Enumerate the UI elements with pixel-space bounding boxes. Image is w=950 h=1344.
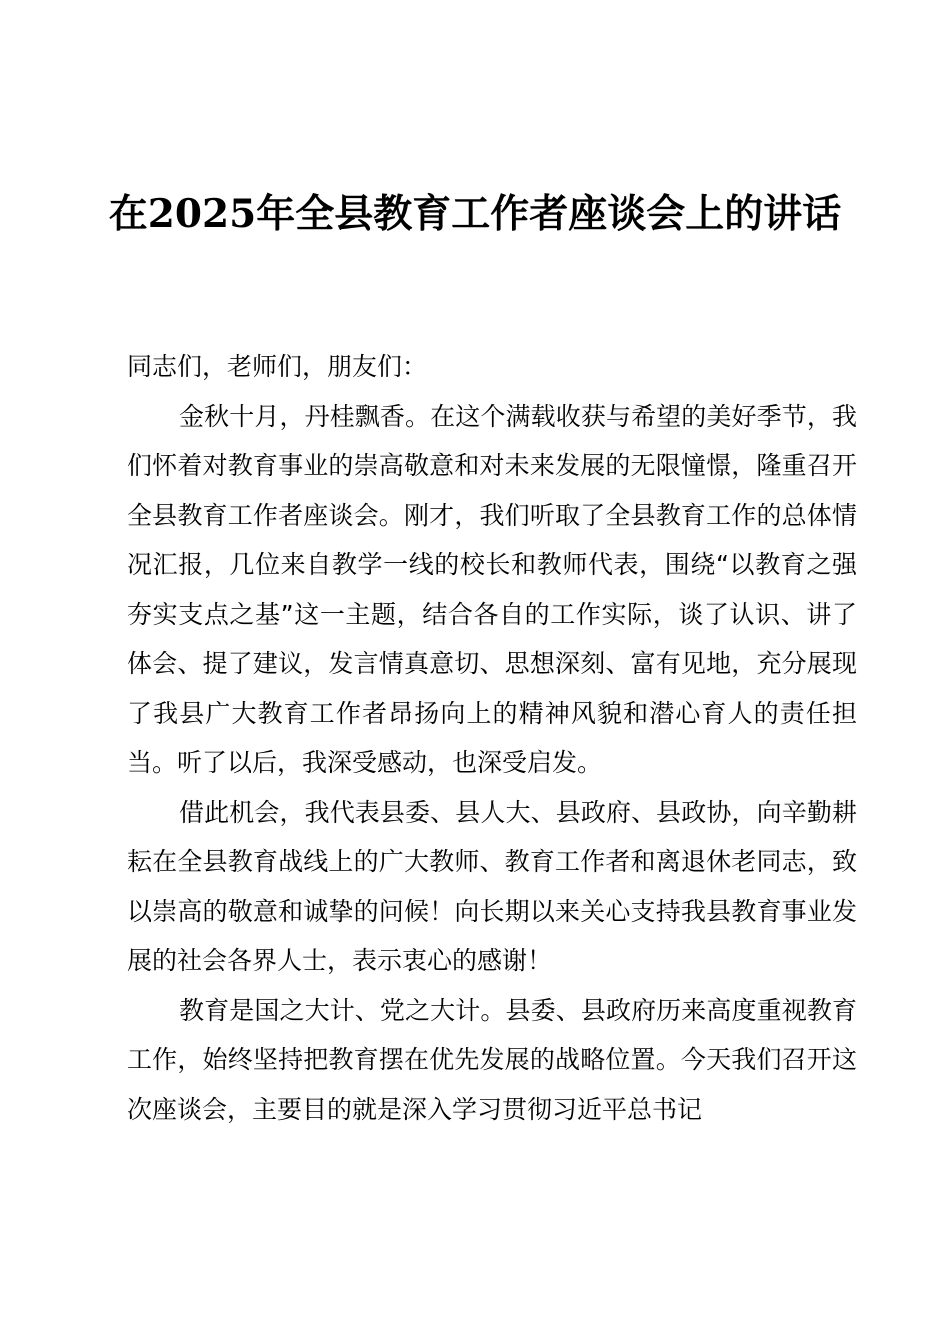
paragraph-2: 借此机会，我代表县委、县人大、县政府、县政协，向辛勤耕耘在全县教育战线上的广大教师、教育工作者和离退休老同志，致以崇高的敬意和诚挚的问候！向长期以来关心支持我县教育事业发展的社会各界人士，表示衷心的感谢！ [127,797,857,975]
document-title: 在2025年全县教育工作者座谈会上的讲话 [108,191,842,237]
salutation: 同志们，老师们，朋友们： [127,352,428,381]
paragraph-1: 金秋十月，丹桂飘香。在这个满载收获与希望的美好季节，我们怀着对教育事业的崇高敬意和对未来发展的无限憧憬，隆重召开全县教育工作者座谈会。刚才，我们听取了全县教育工作的总体情况汇报，几位来自教学一线的校长和教师代表，围绕“以教育之强夯实支点之基”这一主题，结合各自的工作实际，谈了认识、讲了体会、提了建议，发言情真意切、思想深刻、富有见地，充分展现了我县广大教育工作者昂扬向上的精神风貌和潜心育人的责任担当。听了以后，我深受感动，也深受启发。 [127,401,857,777]
document-body [127,342,857,1134]
paragraph-3: 教育是国之大计、党之大计。县委、县政府历来高度重视教育工作，始终坚持把教育摆在优先发展的战略位置。今天我们召开这次座谈会，主要目的就是深入学习贯彻习近平总书记 [127,995,857,1124]
